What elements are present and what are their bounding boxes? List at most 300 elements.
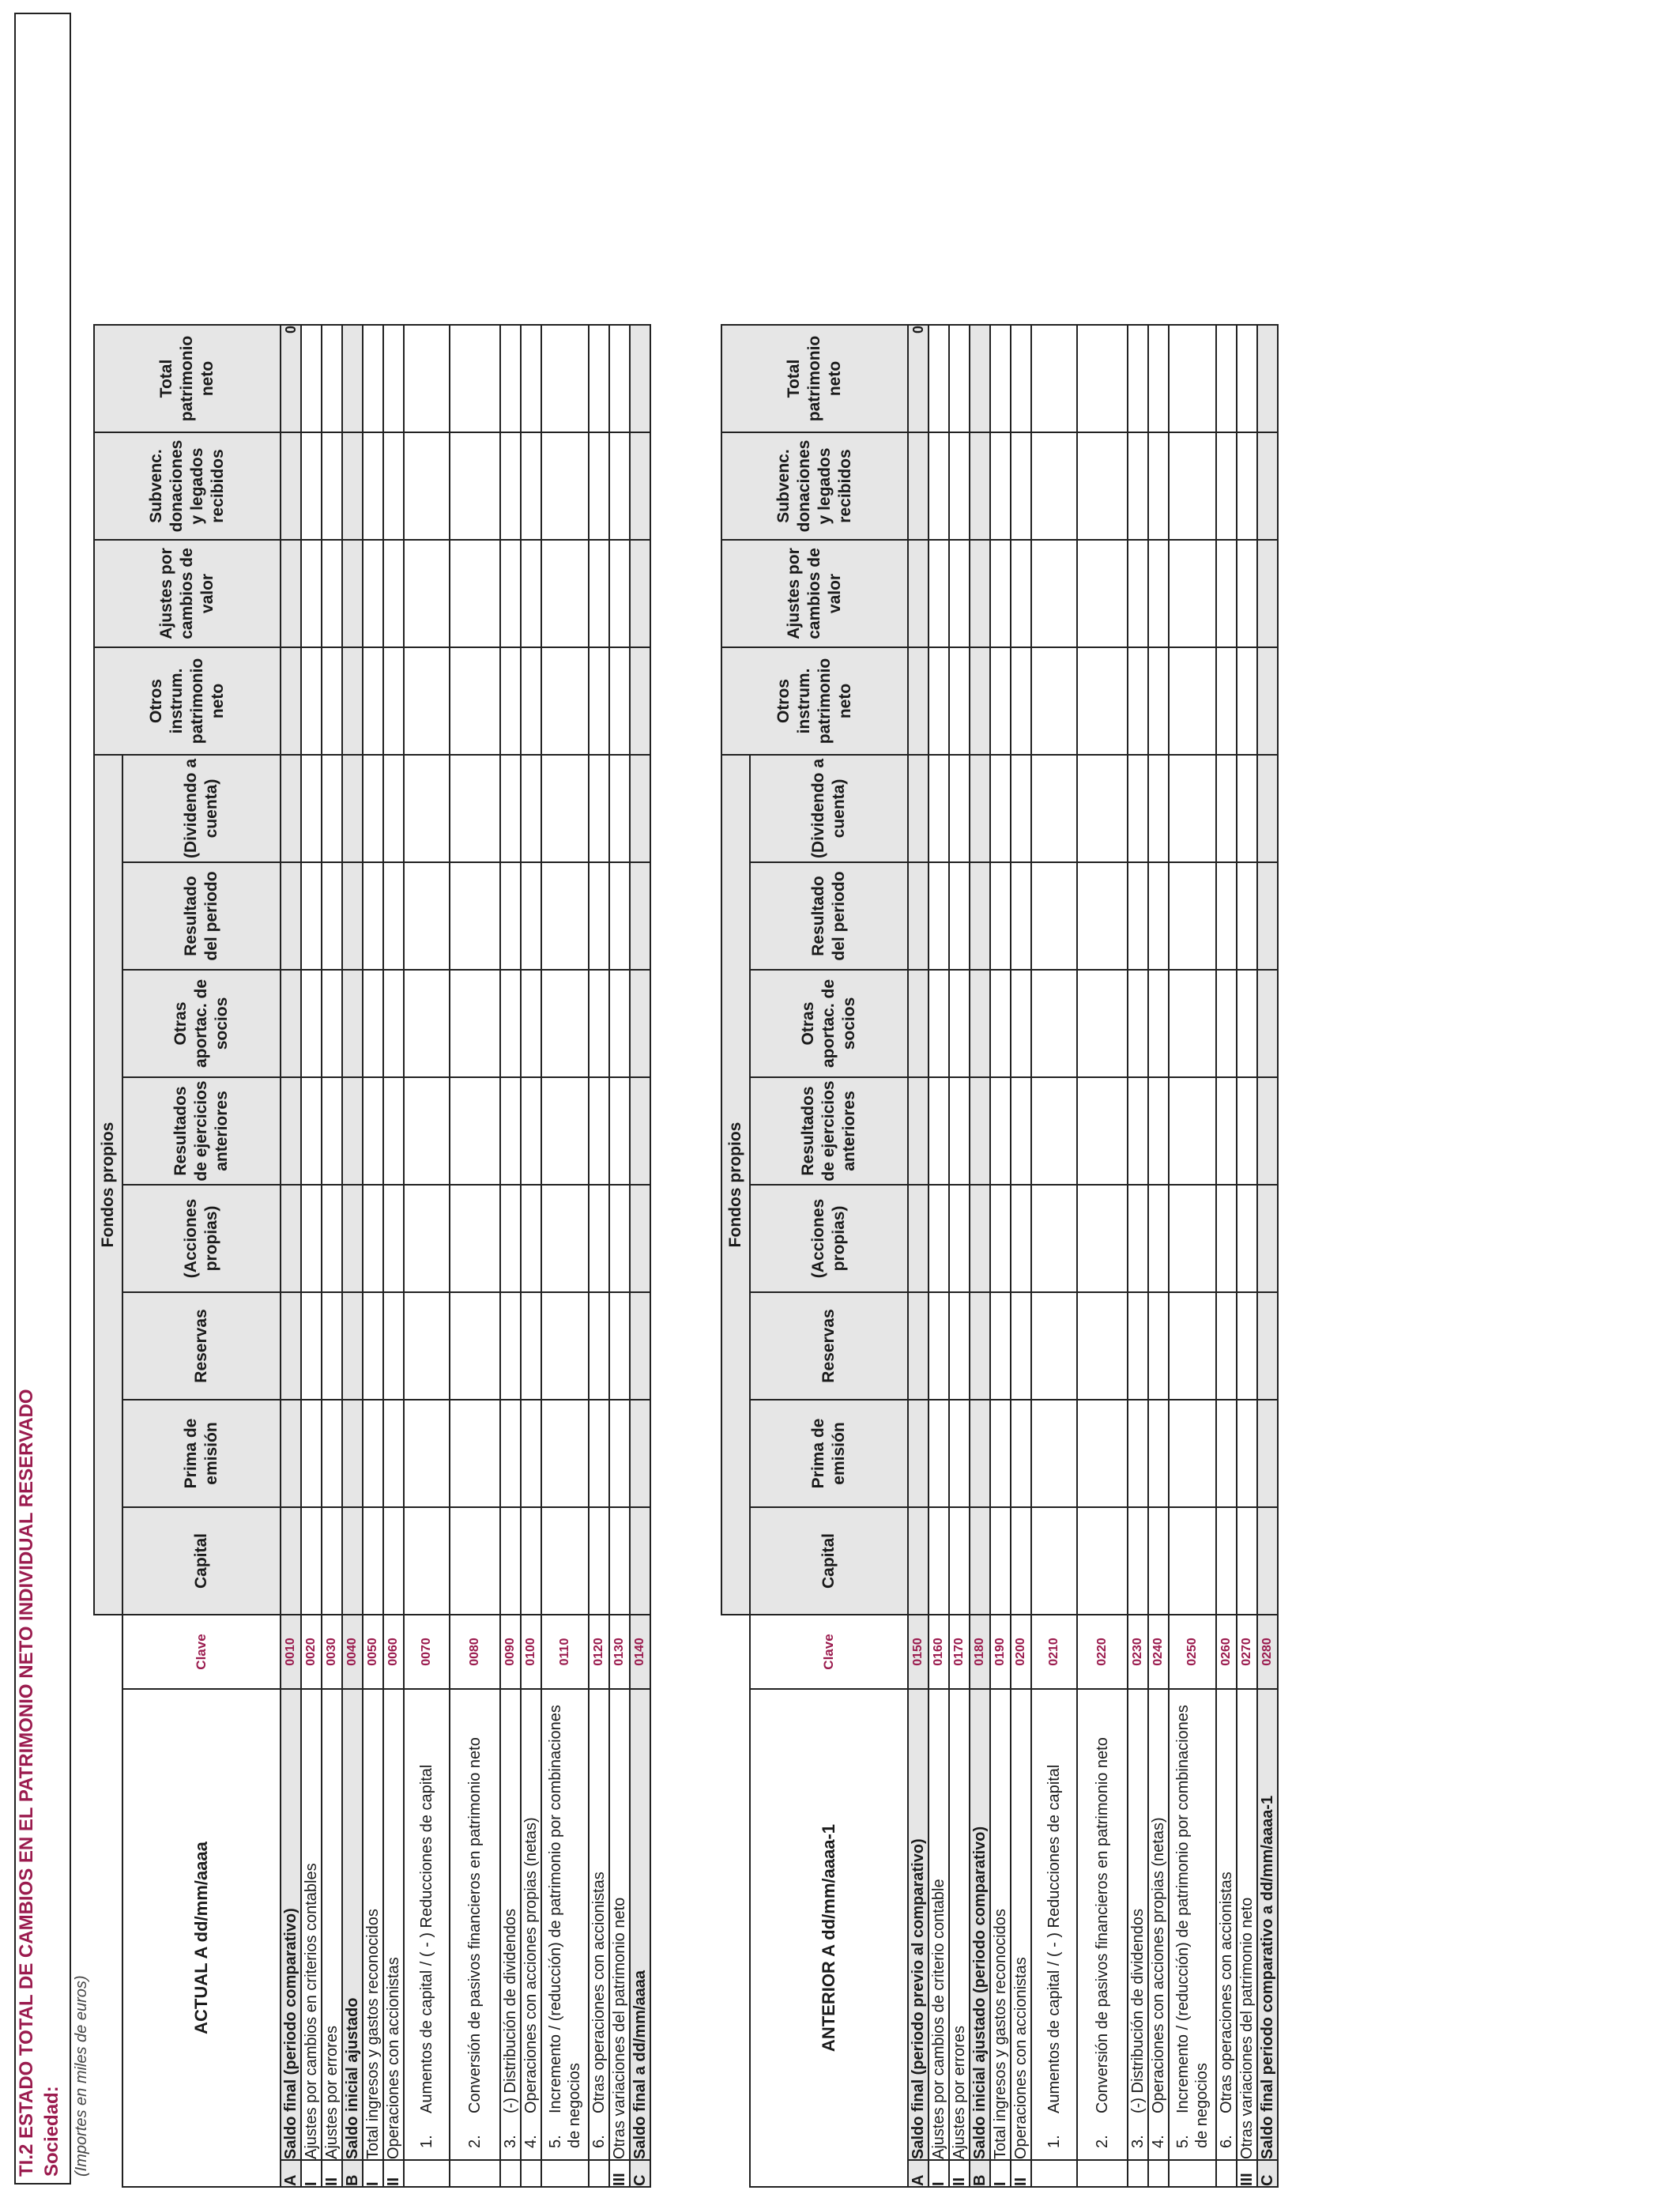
cell-value[interactable]	[589, 970, 609, 1077]
cell-value[interactable]	[521, 862, 541, 970]
cell-value[interactable]	[589, 1507, 609, 1615]
cell-value[interactable]	[383, 1185, 404, 1292]
cell-value[interactable]	[630, 540, 650, 647]
cell-value[interactable]	[908, 1077, 929, 1185]
cell-value[interactable]	[990, 432, 1011, 540]
cell-value[interactable]	[1237, 1292, 1257, 1400]
cell-value[interactable]	[970, 540, 990, 647]
cell-value[interactable]	[1237, 1507, 1257, 1615]
cell-value[interactable]	[322, 970, 342, 1077]
cell-value[interactable]	[630, 1185, 650, 1292]
cell-value[interactable]	[500, 432, 521, 540]
cell-value[interactable]	[521, 432, 541, 540]
cell-value[interactable]	[342, 540, 363, 647]
cell-value[interactable]	[281, 1077, 301, 1185]
cell-value[interactable]	[1077, 432, 1128, 540]
cell-value[interactable]	[1148, 755, 1169, 862]
cell-value[interactable]	[990, 970, 1011, 1077]
cell-value[interactable]	[949, 1400, 970, 1507]
cell-value[interactable]	[1148, 647, 1169, 755]
cell-value[interactable]	[1128, 862, 1148, 970]
cell-value[interactable]	[1216, 432, 1237, 540]
cell-value[interactable]	[322, 647, 342, 755]
cell-value[interactable]	[281, 1185, 301, 1292]
cell-value[interactable]	[929, 970, 949, 1077]
cell-value[interactable]	[500, 540, 521, 647]
cell-value[interactable]	[609, 1077, 630, 1185]
cell-value[interactable]	[1257, 540, 1278, 647]
cell-value[interactable]	[990, 755, 1011, 862]
cell-value[interactable]	[1257, 1400, 1278, 1507]
cell-value[interactable]	[1237, 647, 1257, 755]
cell-value[interactable]	[363, 1400, 383, 1507]
cell-value[interactable]	[322, 862, 342, 970]
cell-value[interactable]	[1128, 432, 1148, 540]
cell-value[interactable]	[1128, 1077, 1148, 1185]
cell-value[interactable]	[1169, 970, 1216, 1077]
cell-value[interactable]	[1237, 1077, 1257, 1185]
cell-total[interactable]	[1148, 325, 1169, 432]
cell-value[interactable]	[322, 1507, 342, 1615]
cell-value[interactable]	[281, 540, 301, 647]
cell-value[interactable]	[1077, 1507, 1128, 1615]
cell-value[interactable]	[970, 1185, 990, 1292]
cell-value[interactable]	[1148, 432, 1169, 540]
cell-value[interactable]	[609, 1400, 630, 1507]
cell-value[interactable]	[322, 540, 342, 647]
cell-value[interactable]	[1257, 970, 1278, 1077]
cell-value[interactable]	[908, 1400, 929, 1507]
cell-value[interactable]	[301, 755, 322, 862]
cell-value[interactable]	[281, 432, 301, 540]
cell-value[interactable]	[404, 1400, 450, 1507]
cell-value[interactable]	[541, 1185, 589, 1292]
cell-value[interactable]	[541, 647, 589, 755]
cell-value[interactable]	[1011, 1077, 1031, 1185]
cell-value[interactable]	[301, 1292, 322, 1400]
cell-value[interactable]	[500, 970, 521, 1077]
cell-value[interactable]	[521, 1185, 541, 1292]
cell-value[interactable]	[630, 432, 650, 540]
cell-value[interactable]	[450, 647, 500, 755]
cell-value[interactable]	[404, 1077, 450, 1185]
cell-value[interactable]	[500, 1400, 521, 1507]
cell-value[interactable]	[1031, 1077, 1077, 1185]
cell-value[interactable]	[404, 755, 450, 862]
cell-value[interactable]	[929, 432, 949, 540]
cell-total[interactable]	[630, 325, 650, 432]
cell-value[interactable]	[908, 1292, 929, 1400]
cell-total[interactable]	[1169, 325, 1216, 432]
cell-value[interactable]	[1237, 540, 1257, 647]
cell-value[interactable]	[1257, 647, 1278, 755]
cell-value[interactable]	[1148, 1185, 1169, 1292]
cell-value[interactable]	[301, 1077, 322, 1185]
cell-value[interactable]	[404, 540, 450, 647]
cell-value[interactable]	[450, 755, 500, 862]
cell-value[interactable]	[342, 1077, 363, 1185]
cell-value[interactable]	[929, 1185, 949, 1292]
cell-value[interactable]	[970, 862, 990, 970]
cell-value[interactable]	[908, 540, 929, 647]
cell-value[interactable]	[383, 1400, 404, 1507]
cell-value[interactable]	[929, 1507, 949, 1615]
cell-value[interactable]	[908, 755, 929, 862]
cell-value[interactable]	[521, 1077, 541, 1185]
cell-value[interactable]	[342, 432, 363, 540]
cell-value[interactable]	[908, 970, 929, 1077]
cell-total[interactable]	[949, 325, 970, 432]
cell-total[interactable]	[929, 325, 949, 432]
cell-value[interactable]	[383, 1292, 404, 1400]
cell-value[interactable]	[929, 1400, 949, 1507]
cell-value[interactable]	[383, 1077, 404, 1185]
cell-value[interactable]	[1257, 755, 1278, 862]
cell-value[interactable]	[1011, 1292, 1031, 1400]
cell-value[interactable]	[1148, 862, 1169, 970]
cell-value[interactable]	[630, 1507, 650, 1615]
cell-value[interactable]	[630, 755, 650, 862]
cell-total[interactable]	[541, 325, 589, 432]
cell-value[interactable]	[970, 1292, 990, 1400]
cell-value[interactable]	[342, 1400, 363, 1507]
cell-value[interactable]	[908, 1507, 929, 1615]
cell-value[interactable]	[1216, 540, 1237, 647]
cell-value[interactable]	[1169, 540, 1216, 647]
cell-value[interactable]	[450, 1292, 500, 1400]
cell-value[interactable]	[949, 862, 970, 970]
cell-value[interactable]	[1011, 1185, 1031, 1292]
cell-value[interactable]	[1077, 1400, 1128, 1507]
cell-value[interactable]	[342, 1507, 363, 1615]
cell-value[interactable]	[589, 540, 609, 647]
cell-value[interactable]	[383, 862, 404, 970]
cell-value[interactable]	[500, 647, 521, 755]
cell-value[interactable]	[450, 1400, 500, 1507]
cell-value[interactable]	[281, 647, 301, 755]
cell-value[interactable]	[929, 540, 949, 647]
cell-value[interactable]	[1077, 1292, 1128, 1400]
cell-value[interactable]	[1148, 1077, 1169, 1185]
cell-value[interactable]	[363, 432, 383, 540]
cell-value[interactable]	[363, 970, 383, 1077]
cell-value[interactable]	[609, 432, 630, 540]
cell-value[interactable]	[609, 1292, 630, 1400]
cell-value[interactable]	[1128, 970, 1148, 1077]
cell-value[interactable]	[630, 862, 650, 970]
cell-value[interactable]	[1011, 1400, 1031, 1507]
cell-value[interactable]	[1169, 862, 1216, 970]
cell-value[interactable]	[1031, 755, 1077, 862]
cell-total[interactable]	[322, 325, 342, 432]
cell-value[interactable]	[301, 1185, 322, 1292]
cell-value[interactable]	[1148, 1292, 1169, 1400]
cell-value[interactable]	[1128, 1507, 1148, 1615]
cell-value[interactable]	[1011, 970, 1031, 1077]
cell-value[interactable]	[363, 1292, 383, 1400]
cell-value[interactable]	[541, 1077, 589, 1185]
cell-value[interactable]	[1216, 1400, 1237, 1507]
cell-value[interactable]	[589, 755, 609, 862]
cell-value[interactable]	[1169, 1185, 1216, 1292]
cell-value[interactable]	[363, 647, 383, 755]
cell-value[interactable]	[1148, 540, 1169, 647]
cell-value[interactable]	[521, 540, 541, 647]
cell-value[interactable]	[1257, 1292, 1278, 1400]
cell-value[interactable]	[609, 1507, 630, 1615]
cell-value[interactable]	[363, 862, 383, 970]
cell-value[interactable]	[990, 1400, 1011, 1507]
cell-value[interactable]	[929, 1292, 949, 1400]
cell-value[interactable]	[1011, 432, 1031, 540]
cell-total[interactable]	[450, 325, 500, 432]
cell-value[interactable]	[301, 1400, 322, 1507]
cell-total[interactable]	[609, 325, 630, 432]
cell-value[interactable]	[949, 1185, 970, 1292]
cell-value[interactable]	[630, 1292, 650, 1400]
cell-value[interactable]	[363, 755, 383, 862]
cell-value[interactable]	[990, 540, 1011, 647]
cell-value[interactable]	[1031, 1292, 1077, 1400]
cell-value[interactable]	[301, 432, 322, 540]
cell-total[interactable]	[363, 325, 383, 432]
cell-value[interactable]	[500, 862, 521, 970]
cell-value[interactable]	[1031, 1507, 1077, 1615]
cell-value[interactable]	[1169, 432, 1216, 540]
cell-value[interactable]	[1237, 862, 1257, 970]
cell-value[interactable]	[970, 1507, 990, 1615]
cell-value[interactable]	[949, 540, 970, 647]
cell-value[interactable]	[589, 432, 609, 540]
cell-value[interactable]	[450, 540, 500, 647]
cell-value[interactable]	[383, 755, 404, 862]
cell-value[interactable]	[1148, 1400, 1169, 1507]
cell-value[interactable]	[450, 1507, 500, 1615]
cell-total[interactable]	[342, 325, 363, 432]
cell-value[interactable]	[908, 862, 929, 970]
cell-value[interactable]	[609, 862, 630, 970]
cell-value[interactable]	[281, 1292, 301, 1400]
cell-value[interactable]	[322, 1400, 342, 1507]
cell-value[interactable]	[1216, 970, 1237, 1077]
cell-value[interactable]	[404, 862, 450, 970]
cell-value[interactable]	[301, 647, 322, 755]
cell-value[interactable]	[1169, 647, 1216, 755]
cell-value[interactable]	[908, 647, 929, 755]
cell-value[interactable]	[363, 1185, 383, 1292]
cell-value[interactable]	[500, 1507, 521, 1615]
cell-value[interactable]	[589, 647, 609, 755]
cell-value[interactable]	[521, 1292, 541, 1400]
cell-value[interactable]	[500, 1077, 521, 1185]
cell-value[interactable]	[1077, 862, 1128, 970]
cell-value[interactable]	[1237, 970, 1257, 1077]
cell-value[interactable]	[521, 1400, 541, 1507]
cell-value[interactable]	[630, 970, 650, 1077]
cell-total[interactable]	[1128, 325, 1148, 432]
cell-value[interactable]	[949, 432, 970, 540]
cell-total[interactable]	[1077, 325, 1128, 432]
cell-value[interactable]	[342, 1292, 363, 1400]
cell-value[interactable]	[301, 540, 322, 647]
cell-value[interactable]	[1257, 1185, 1278, 1292]
cell-value[interactable]	[949, 755, 970, 862]
cell-value[interactable]	[521, 647, 541, 755]
cell-value[interactable]	[404, 647, 450, 755]
cell-value[interactable]	[589, 1185, 609, 1292]
cell-value[interactable]	[1128, 1185, 1148, 1292]
cell-value[interactable]	[1011, 755, 1031, 862]
cell-value[interactable]	[630, 1400, 650, 1507]
cell-value[interactable]	[1169, 1400, 1216, 1507]
cell-value[interactable]	[929, 755, 949, 862]
cell-value[interactable]	[541, 1400, 589, 1507]
cell-value[interactable]	[342, 1185, 363, 1292]
cell-value[interactable]	[1148, 970, 1169, 1077]
cell-value[interactable]	[363, 540, 383, 647]
cell-total[interactable]	[404, 325, 450, 432]
cell-value[interactable]	[322, 755, 342, 862]
cell-value[interactable]	[322, 432, 342, 540]
cell-total[interactable]	[1257, 325, 1278, 432]
cell-value[interactable]	[541, 1507, 589, 1615]
cell-value[interactable]	[1128, 755, 1148, 862]
cell-total[interactable]: 0	[908, 325, 929, 432]
cell-value[interactable]	[301, 970, 322, 1077]
cell-value[interactable]	[609, 755, 630, 862]
cell-value[interactable]	[908, 432, 929, 540]
cell-value[interactable]	[322, 1077, 342, 1185]
cell-value[interactable]	[363, 1507, 383, 1615]
cell-value[interactable]	[589, 1292, 609, 1400]
cell-value[interactable]	[1169, 755, 1216, 862]
cell-value[interactable]	[1237, 755, 1257, 862]
cell-value[interactable]	[541, 1292, 589, 1400]
cell-value[interactable]	[1257, 1507, 1278, 1615]
cell-value[interactable]	[404, 1292, 450, 1400]
cell-value[interactable]	[1257, 1077, 1278, 1185]
cell-value[interactable]	[450, 1185, 500, 1292]
cell-value[interactable]	[1128, 540, 1148, 647]
cell-value[interactable]	[970, 755, 990, 862]
cell-value[interactable]	[322, 1185, 342, 1292]
cell-value[interactable]	[1077, 970, 1128, 1077]
cell-value[interactable]	[383, 1507, 404, 1615]
cell-value[interactable]	[908, 1185, 929, 1292]
cell-value[interactable]	[949, 970, 970, 1077]
cell-value[interactable]	[1031, 1185, 1077, 1292]
cell-value[interactable]	[450, 862, 500, 970]
cell-value[interactable]	[1031, 540, 1077, 647]
cell-value[interactable]	[1031, 647, 1077, 755]
cell-value[interactable]	[630, 1077, 650, 1185]
cell-value[interactable]	[1077, 1077, 1128, 1185]
cell-value[interactable]	[342, 647, 363, 755]
cell-value[interactable]	[609, 1185, 630, 1292]
cell-value[interactable]	[500, 755, 521, 862]
cell-total[interactable]	[383, 325, 404, 432]
cell-value[interactable]	[609, 970, 630, 1077]
cell-value[interactable]	[1237, 1185, 1257, 1292]
cell-value[interactable]	[1128, 1400, 1148, 1507]
cell-value[interactable]	[929, 647, 949, 755]
cell-value[interactable]	[990, 1507, 1011, 1615]
cell-value[interactable]	[970, 970, 990, 1077]
cell-value[interactable]	[990, 1185, 1011, 1292]
cell-total[interactable]	[1011, 325, 1031, 432]
cell-value[interactable]	[281, 1400, 301, 1507]
cell-value[interactable]	[383, 970, 404, 1077]
cell-value[interactable]	[1257, 862, 1278, 970]
cell-value[interactable]	[1128, 647, 1148, 755]
cell-total[interactable]	[970, 325, 990, 432]
cell-value[interactable]	[521, 970, 541, 1077]
cell-value[interactable]	[970, 1400, 990, 1507]
cell-value[interactable]	[301, 1507, 322, 1615]
cell-total[interactable]	[521, 325, 541, 432]
cell-value[interactable]	[929, 1077, 949, 1185]
cell-value[interactable]	[541, 432, 589, 540]
cell-value[interactable]	[404, 432, 450, 540]
cell-value[interactable]	[322, 1292, 342, 1400]
cell-value[interactable]	[609, 647, 630, 755]
cell-value[interactable]	[970, 1077, 990, 1185]
cell-value[interactable]	[949, 1292, 970, 1400]
cell-value[interactable]	[1257, 432, 1278, 540]
cell-value[interactable]	[1077, 540, 1128, 647]
cell-value[interactable]	[1216, 862, 1237, 970]
cell-value[interactable]	[342, 862, 363, 970]
cell-value[interactable]	[541, 540, 589, 647]
cell-value[interactable]	[1216, 755, 1237, 862]
cell-value[interactable]	[1216, 1292, 1237, 1400]
cell-value[interactable]	[589, 1077, 609, 1185]
cell-value[interactable]	[1031, 970, 1077, 1077]
cell-value[interactable]	[1031, 1400, 1077, 1507]
cell-value[interactable]	[383, 432, 404, 540]
cell-value[interactable]	[1237, 1400, 1257, 1507]
cell-value[interactable]	[1011, 647, 1031, 755]
cell-total[interactable]: 0	[281, 325, 301, 432]
cell-value[interactable]	[1031, 432, 1077, 540]
cell-value[interactable]	[609, 540, 630, 647]
cell-value[interactable]	[281, 1507, 301, 1615]
cell-value[interactable]	[589, 862, 609, 970]
cell-value[interactable]	[1169, 1507, 1216, 1615]
cell-value[interactable]	[521, 755, 541, 862]
cell-value[interactable]	[1216, 1077, 1237, 1185]
cell-value[interactable]	[1011, 862, 1031, 970]
cell-total[interactable]	[1216, 325, 1237, 432]
cell-value[interactable]	[949, 647, 970, 755]
cell-value[interactable]	[1128, 1292, 1148, 1400]
cell-total[interactable]	[500, 325, 521, 432]
cell-value[interactable]	[1031, 862, 1077, 970]
cell-value[interactable]	[342, 755, 363, 862]
cell-value[interactable]	[301, 862, 322, 970]
cell-value[interactable]	[1148, 1507, 1169, 1615]
cell-value[interactable]	[342, 970, 363, 1077]
cell-value[interactable]	[1169, 1077, 1216, 1185]
cell-value[interactable]	[500, 1292, 521, 1400]
cell-value[interactable]	[404, 1185, 450, 1292]
cell-value[interactable]	[1216, 647, 1237, 755]
cell-value[interactable]	[1077, 647, 1128, 755]
cell-value[interactable]	[541, 862, 589, 970]
cell-value[interactable]	[990, 1292, 1011, 1400]
cell-total[interactable]	[589, 325, 609, 432]
cell-value[interactable]	[383, 540, 404, 647]
